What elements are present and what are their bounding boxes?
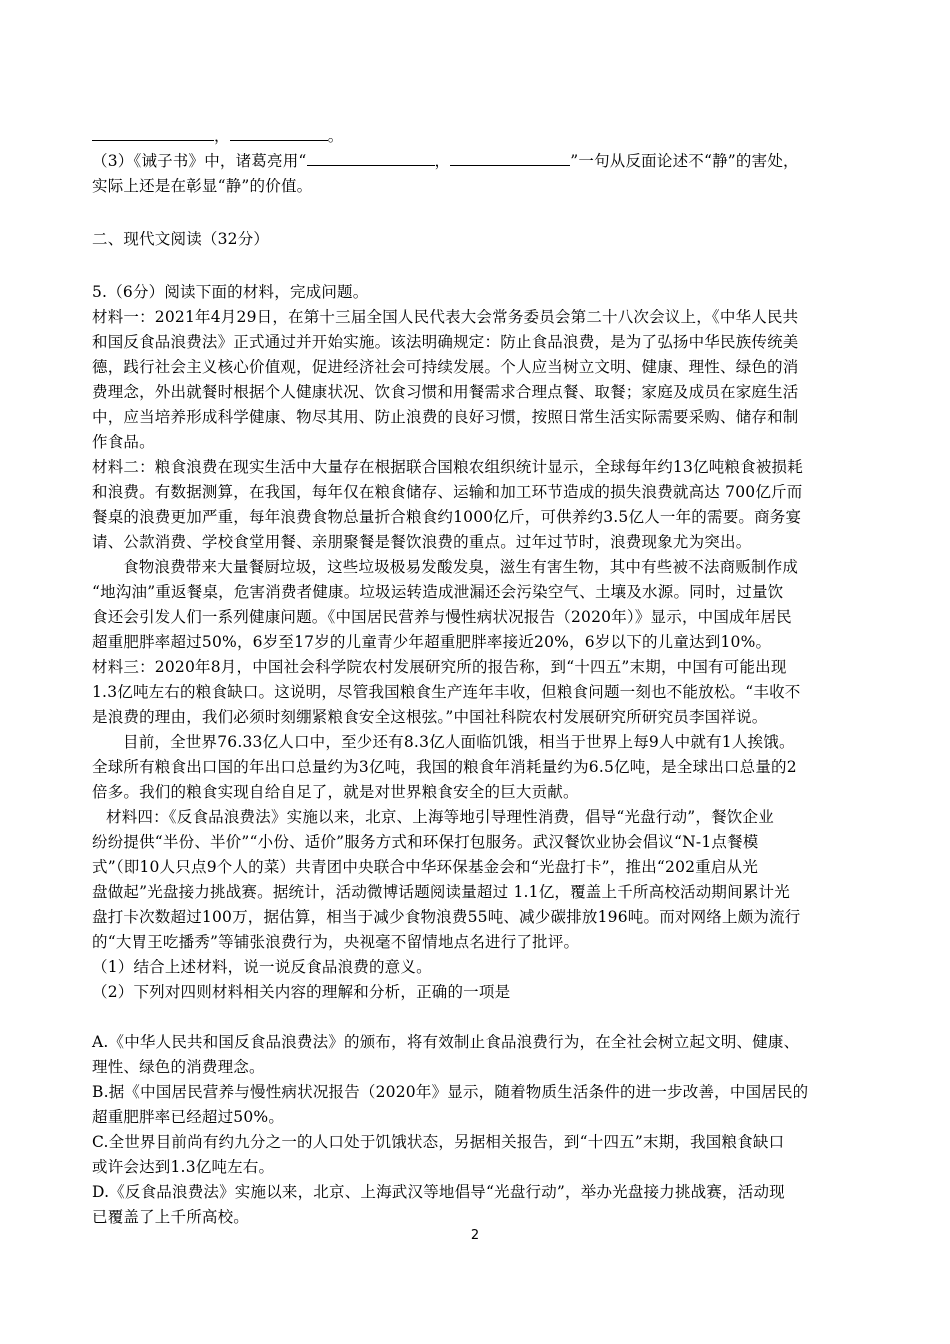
- section-title: 二、现代文阅读（32分）: [92, 230, 270, 248]
- question-5-intro: 5.（6分）阅读下面的材料，完成问题。: [92, 283, 369, 301]
- answer-blank[interactable]: [230, 125, 328, 141]
- option-c[interactable]: C.全世界目前尚有约九分之一的人口处于饥饿状态，另据相关报告，到“十四五”末期，我国粮食缺口 或许会达到1.3亿吨左右。: [92, 1133, 785, 1176]
- fill-in-line: [92, 124, 862, 149]
- option-a[interactable]: A.《中华人民共和国反食品浪费法》的颁布，将有效制止食品浪费行为，在全社会树立起文明、健康、 理性、绿色的消费理念。: [92, 1033, 800, 1076]
- separator: ，: [214, 127, 230, 145]
- page-number: 2: [470, 1228, 480, 1243]
- option-d[interactable]: D.《反食品浪费法》实施以来，北京、上海武汉等地倡导“光盘行动”，举办光盘接力挑战赛，活动现 已覆盖了上千所高校。: [92, 1183, 785, 1226]
- material-4: 材料四：《反食品浪费法》实施以来，北京、上海等地引导理性消费，倡导“光盘行动”，餐饮企业 纷纷提供“半份、半价”“小份、适价”服务方式和环保打包服务。武汉餐饮业协会倡议“N-1点餐模 式”（即10人只点9个人的菜）共青团中央联合中华环保基金会和“光盘打卡”，推出“202重启从光 盘做起”光盘接力挑战赛。据统计，活动微博话题阅读量超过 1.1亿，覆盖上千所高校活动期间累计光 盘打卡次数超过100万，据估算，相当于减少食物浪费55吨、减少碳排放196吨。而对网络上颇为流行 的“大胃王吃播秀”等铺张浪费行为，央视毫不留情地点名进行了批评。: [92, 808, 801, 951]
- material-2: 材料二：粮食浪费在现实生活中大量存在根据联合国粮农组织统计显示，全球每年约13亿吨粮食被损耗 和浪费。有数据测算，在我国，每年仅在粮食储存、运输和加工环节造成的损失浪费就高达 700亿斤而 餐桌的浪费更加严重，每年浪费食物总量折合粮食约1000亿斤，可供养约3.5亿人一年的需要。商务宴 请、公款消费、学校食堂用餐、亲朋聚餐是餐饮浪费的重点。过年过节时，浪费现象尤为突出。 食物浪费带来大量餐厨垃圾，这些垃圾极易发酸发臭，滋生有害生物，其中有些被不法商贩制作成 “地沟油”重返餐桌，危害消费者健康。垃圾运转造成泄漏还会污染空气、土壤及水源。同时，过量饮 食还会引发人们一系列健康问题。《中国居民营养与慢性病状况报告（2020年）》显示，中国成年居民 超重肥胖率超过50%，6岁至17岁的儿童青少年超重肥胖率接近20%，6岁以下的儿童达到10%。: [92, 458, 803, 651]
- material-3: 材料三：2020年8月，中国社会科学院农村发展研究所的报告称，到“十四五”末期，中国有可能出现 1.3亿吨左右的粮食缺口。这说明，尽管我国粮食生产连年丰收，但粮食问题一刻也不能放松。“丰收不 是浪费的理由，我们必须时刻绷紧粮食安全这根弦。”中国社科院农村发展研究所研究员李国祥说。 目前，全世界76.33亿人口中，至少还有8.3亿人面临饥饿，相当于世界上每9人中就有1人挨饿。 全球所有粮食出口国的年出口总量约为3亿吨，我国的粮食年消耗量约为6.5亿吨，是全球出口总量的2 倍多。我们的粮食实现自给自足了，就是对世界粮食安全的巨大贡献。: [92, 658, 801, 801]
- answer-blank[interactable]: [307, 150, 435, 166]
- answer-blank[interactable]: [92, 125, 214, 141]
- sub-question-1: （1）结合上述材料，说一说反食品浪费的意义。: [92, 958, 432, 976]
- question-3-line-2: 实际上还是在彰显“静”的价值。: [92, 177, 313, 195]
- option-b[interactable]: B.据《中国居民营养与慢性病状况报告（2020年》显示，随着物质生活条件的进一步改善，中国居民的 超重肥胖率已经超过50%。: [92, 1083, 809, 1126]
- period: 。: [327, 127, 344, 145]
- exam-page: [92, 124, 862, 1230]
- sub-question-2: （2）下列对四则材料相关内容的理解和分析，正确的一项是: [92, 983, 511, 1001]
- material-1: 材料一：2021年4月29日，在第十三届全国人民代表大会常务委员会第二十八次会议上，《中华人民共 和国反食品浪费法》正式通过并开始实施。该法明确规定：防止食品浪费，是为了弘扬中华民族传统美 德，践行社会主义核心价值观，促进经济社会可持续发展。个人应当树立文明、健康、理性、绿色的消 费理念，外出就餐时根据个人健康状况、饮食习惯和用餐需求合理点餐、取餐；家庭及成员在家庭生活 中，应当培养形成科学健康、物尽其用、防止浪费的良好习惯，按照日常生活实际需要采购、储存和制 作食品。: [92, 308, 799, 451]
- question-3-line-1: （3）《诫子书》中，诸葛亮用“ ， ”一句从反面论述不“静”的害处，: [92, 152, 799, 170]
- answer-blank[interactable]: [450, 150, 570, 166]
